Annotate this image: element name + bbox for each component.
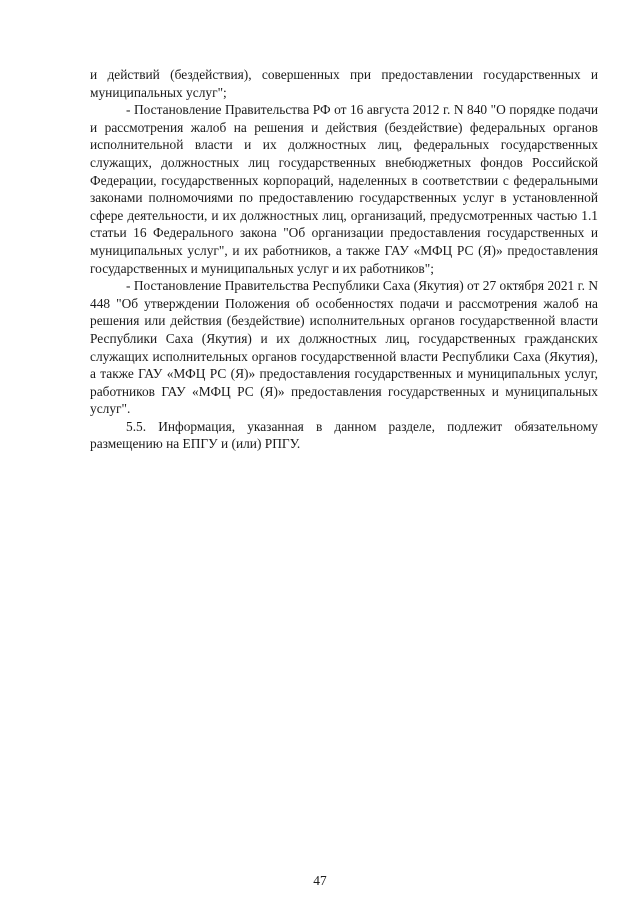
paragraph-decree-448: - Постановление Правительства Республики Саха (Якутия) от 27 октября 2021 г. N 448 "Об утверждении Положения об особенностях подачи и рассмотрения жалоб на решения или действия (бездействие) исполнительных органов государственной власти Республики Саха (Якутия) и их должностных лиц, государственных гражданских служащих исполнительных органов государственной власти Республики Саха (Якутия), а также ГАУ «МФЦ РС (Я)» предоставления государственных и муниципальных услуг, работников ГАУ «МФЦ РС (Я)» предоставления государственных и муниципальных услуг". <box>90 278 598 417</box>
document-body <box>90 66 598 453</box>
page-number: 47 <box>313 873 327 888</box>
paragraph-decree-840: - Постановление Правительства РФ от 16 августа 2012 г. N 840 "О порядке подачи и рассмотрения жалоб на решения и действия (бездействие) федеральных органов исполнительной власти и их должностных лиц, федеральных государственных служащих, должностных лиц государственных внебюджетных фондов Российской Федерации, государственных корпораций, наделенных в соответствии с федеральными законами полномочиями по предоставлению государственных услуг в установленной сфере деятельности, и их должностных лиц, организаций, предусмотренных частью 1.1 статьи 16 Федерального закона "Об организации предоставления государственных и муниципальных услуг", и их работников, а также ГАУ «МФЦ РС (Я)» предоставления государственных и муниципальных услуг и их работников"; <box>90 102 598 276</box>
paragraph-clause-5-5: 5.5. Информация, указанная в данном разделе, подлежит обязательному размещению на ЕПГУ и (или) РПГУ. <box>90 418 598 452</box>
paragraph-continuation: и действий (бездействия), совершенных при предоставлении государственных и муниципальных услуг"; <box>90 67 598 100</box>
